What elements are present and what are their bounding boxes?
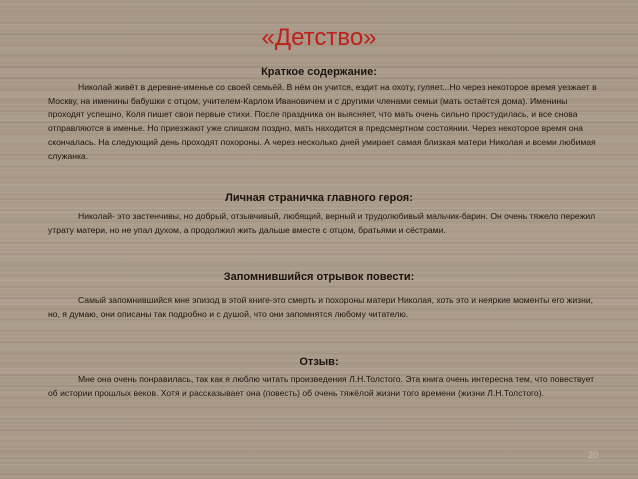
page-number: 20: [588, 450, 599, 460]
hero-page-heading: Личная страничка главного героя:: [225, 192, 413, 204]
hero-page-text: Николай- это застенчивы, но добрый, отзывчивый, любящий, верный и трудолюбивый мальчик-барин. Он очень тяжело пережил утрату матери, но не упал духом, а продолжил жить дальше вместе с отцом, братьями и сёстрами.: [48, 211, 596, 235]
memorable-excerpt-heading: Запомнившийся отрывок повести:: [223, 271, 415, 283]
summary-text: Николай живёт в деревне-именье со своей семьёй. В нём он учится, ездит на охоту, гуляет...Но через некоторое время уезжает в Москву, на именины бабушки с отцом, учителем-Карлом Ивановичем и с другими членами семьи (мать остаётся дома). Именины проходят успешно, Коля пишет свои первые стихи. После праздника он выясняет, что мать очень сильно простудилась, и все снова отправляются в именье. Но приезжают уже слишком поздно, мать находится в предсмертном состоянии. Через некоторое время она скончалась. На следующий день проходят похороны. А через несколько дней умирает самая близкая матери Николая и всеми любимая служанка.: [48, 82, 597, 161]
review-heading: Отзыв:: [299, 356, 339, 368]
memorable-excerpt-text: Самый запомнившийся мне эпизод в этой книге-это смерть и похороны матери Николая, хоть это и неяркие моменты его жизни, но, я думаю, они описаны так подробно и с душой, что они запомнятся любому читателю.: [48, 295, 594, 319]
review-text: Мне она очень понравилась, так как я люблю читать произведения Л.Н.Толстого. Эта книга очень интересна тем, что повествует об истории прошлых веков. Хотя и рассказывает она (повесть) об очень тяжёлой жизни того времени (жизни Л.Н.Толстого).: [48, 374, 595, 398]
slide-title: «Детство»: [261, 24, 377, 51]
summary-heading: Краткое содержание:: [261, 66, 377, 78]
